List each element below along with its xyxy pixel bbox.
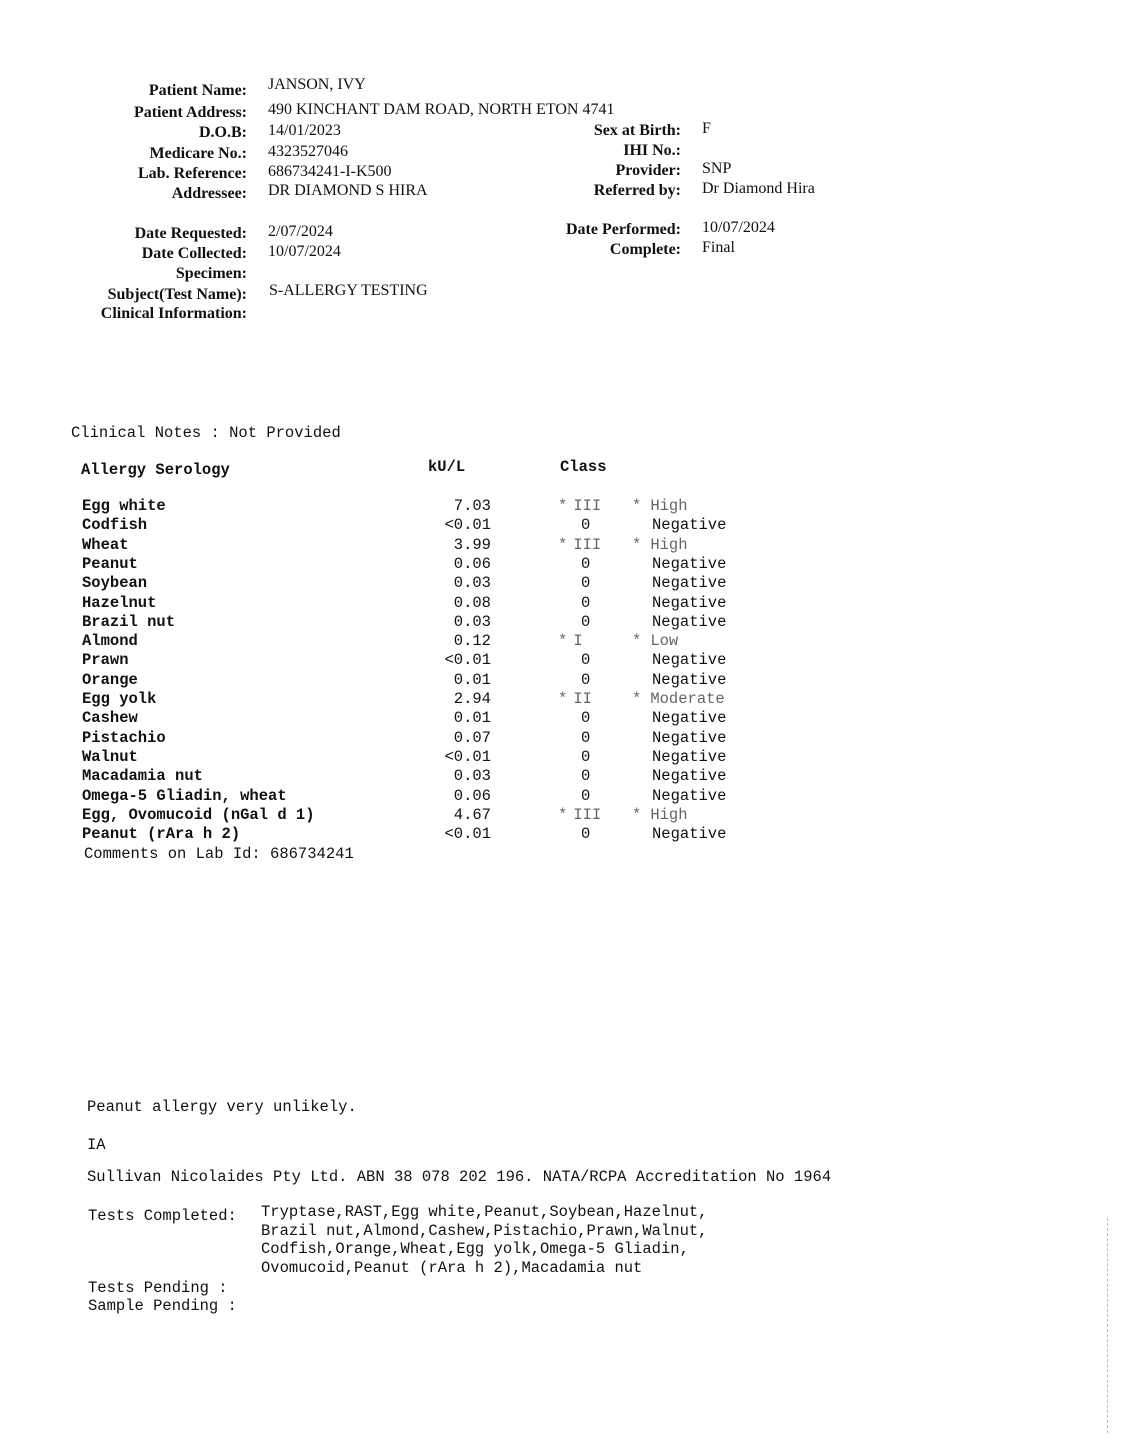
allergen-name: Cashew [82, 709, 138, 727]
lab-reference-value: 686734241-I-K500 [268, 163, 392, 180]
allergen-name: Peanut (rAra h 2) [82, 825, 241, 843]
allergen-interpretation [632, 825, 726, 843]
allergen-name: Soybean [82, 574, 148, 592]
class-value: II [573, 690, 592, 708]
sex-value: F [702, 120, 711, 137]
allergen-class [558, 536, 618, 554]
date-performed-label: Date Performed: [565, 221, 681, 238]
addressee-value: DR DIAMOND S HIRA [268, 182, 428, 199]
class-value: 0 [581, 729, 591, 747]
sex-label: Sex at Birth: [593, 122, 681, 139]
allergen-class [558, 671, 618, 689]
allergen-class [558, 555, 618, 573]
date-collected-value: 10/07/2024 [268, 243, 341, 260]
date-collected-label: Date Collected: [141, 245, 247, 262]
class-value: 0 [581, 748, 591, 766]
allergen-value: 0.07 [453, 729, 491, 747]
lab-reference-label: Lab. Reference: [138, 165, 247, 182]
interpretation-value: Negative [652, 825, 727, 843]
allergen-interpretation [632, 536, 688, 554]
interpretation-value: Negative [652, 594, 727, 612]
allergen-name: Walnut [82, 748, 138, 766]
allergen-class [558, 787, 618, 805]
allergen-class [558, 574, 618, 592]
interpretation-flag: * [632, 632, 642, 650]
allergen-value: 0.03 [453, 613, 491, 631]
medicare-label: Medicare No.: [149, 145, 247, 162]
patient-address-label: Patient Address: [133, 104, 247, 121]
tests-completed-line: Ovomucoid,Peanut (rAra h 2),Macadamia nut [261, 1258, 643, 1277]
lab-accreditation-info: Sullivan Nicolaides Pty Ltd. ABN 38 078 202 196. NATA/RCPA Accreditation No 1964 [87, 1168, 832, 1186]
class-flag: * [558, 806, 568, 824]
allergen-class [558, 594, 618, 612]
complete-label: Complete: [609, 241, 681, 258]
allergen-interpretation [632, 748, 726, 766]
clinical-information-label: Clinical Information: [100, 305, 247, 322]
tests-pending-label: Tests Pending : [88, 1279, 228, 1297]
allergen-value: 0.12 [453, 632, 491, 650]
interpretation-value: High [650, 536, 688, 554]
allergen-value: <0.01 [444, 651, 491, 669]
allergen-name: Peanut [82, 555, 138, 573]
tests-completed-list [261, 1203, 707, 1277]
allergen-value: 0.06 [453, 787, 491, 805]
allergen-class [558, 748, 618, 766]
class-flag: * [558, 536, 568, 554]
allergen-class [558, 497, 618, 515]
allergen-interpretation [632, 632, 678, 650]
interpretation-value: Negative [652, 787, 727, 805]
allergen-value: 0.06 [453, 555, 491, 573]
dob-label: D.O.B: [199, 124, 247, 141]
ihi-label: IHI No.: [623, 142, 681, 159]
class-value: III [573, 536, 602, 554]
class-value: 0 [581, 709, 591, 727]
class-value: III [573, 806, 602, 824]
subject-test-name-value: S-ALLERGY TESTING [269, 282, 428, 299]
allergen-interpretation [632, 671, 726, 689]
patient-name-value: JANSON, IVY [268, 76, 366, 93]
interpretation-value: Negative [652, 748, 727, 766]
table-title: Allergy Serology [81, 461, 230, 479]
allergen-class [558, 516, 618, 534]
patient-address-value: 490 KINCHANT DAM ROAD, NORTH ETON 4741 [268, 101, 615, 118]
class-value: 0 [581, 825, 591, 843]
initials: IA [87, 1136, 106, 1154]
allergen-interpretation [632, 497, 688, 515]
interpretation-value: Negative [652, 651, 727, 669]
allergen-name: Egg, Ovomucoid (nGal d 1) [82, 806, 315, 824]
interpretation-value: Negative [652, 729, 727, 747]
provider-label: Provider: [615, 162, 681, 179]
allergen-class [558, 709, 618, 727]
provider-value: SNP [702, 160, 732, 177]
allergen-interpretation [632, 613, 726, 631]
allergen-value: 7.03 [453, 497, 491, 515]
class-value: 0 [581, 555, 591, 573]
allergen-class [558, 613, 618, 631]
allergen-class [558, 767, 618, 785]
class-value: 0 [581, 767, 591, 785]
allergen-value: 0.08 [453, 594, 491, 612]
allergen-value: 3.99 [453, 536, 491, 554]
allergen-class [558, 651, 618, 669]
class-flag: * [558, 497, 568, 515]
date-requested-label: Date Requested: [134, 225, 247, 242]
page-edge-mark [1107, 1218, 1108, 1433]
allergen-interpretation [632, 594, 726, 612]
class-value: 0 [581, 613, 591, 631]
class-value: 0 [581, 516, 591, 534]
dob-value: 14/01/2023 [268, 122, 341, 139]
subject-test-name-label: Subject(Test Name): [107, 286, 247, 303]
referred-by-value: Dr Diamond Hira [702, 180, 815, 197]
column-header-class: Class [560, 458, 607, 476]
class-value: 0 [581, 594, 591, 612]
allergen-interpretation [632, 516, 726, 534]
allergen-name: Wheat [82, 536, 129, 554]
complete-value: Final [702, 239, 735, 256]
interpretation-value: Negative [652, 574, 727, 592]
allergen-interpretation [632, 651, 726, 669]
allergen-name: Hazelnut [82, 594, 157, 612]
comment-text: Peanut allergy very unlikely. [87, 1098, 357, 1116]
comments-lab-id: Comments on Lab Id: 686734241 [84, 845, 354, 863]
tests-completed-line: Brazil nut,Almond,Cashew,Pistachio,Prawn,Walnut, [261, 1221, 708, 1240]
allergen-name: Prawn [82, 651, 129, 669]
class-flag: * [558, 632, 568, 650]
allergen-class [558, 825, 618, 843]
interpretation-flag: * [632, 690, 642, 708]
allergen-interpretation [632, 729, 726, 747]
class-value: I [573, 632, 583, 650]
interpretation-value: Moderate [650, 690, 725, 708]
allergen-interpretation [632, 806, 688, 824]
date-requested-value: 2/07/2024 [268, 223, 333, 240]
allergen-name: Egg white [82, 497, 166, 515]
interpretation-value: Negative [652, 671, 727, 689]
allergen-name: Codfish [82, 516, 148, 534]
allergen-name: Orange [82, 671, 138, 689]
allergen-value: 4.67 [453, 806, 491, 824]
allergen-value: <0.01 [444, 825, 491, 843]
class-value: 0 [581, 651, 591, 669]
allergen-class [558, 806, 618, 824]
class-value: 0 [581, 787, 591, 805]
medicare-value: 4323527046 [268, 143, 348, 160]
allergen-class [558, 632, 618, 650]
tests-completed-line: Tryptase,RAST,Egg white,Peanut,Soybean,Hazelnut, [261, 1203, 708, 1221]
interpretation-value: Low [650, 632, 679, 650]
class-flag: * [558, 690, 568, 708]
tests-completed-line: Codfish,Orange,Wheat,Egg yolk,Omega-5 Gliadin, [261, 1240, 689, 1258]
allergen-interpretation [632, 767, 726, 785]
specimen-label: Specimen: [175, 265, 247, 282]
patient-name-label: Patient Name: [148, 82, 247, 99]
interpretation-flag: * [632, 497, 642, 515]
class-value: III [573, 497, 602, 515]
allergen-interpretation [632, 709, 726, 727]
allergen-value: 0.01 [453, 709, 491, 727]
interpretation-value: High [650, 806, 688, 824]
referred-by-label: Referred by: [593, 182, 681, 199]
allergen-value: 0.03 [453, 767, 491, 785]
allergen-value: <0.01 [444, 748, 491, 766]
allergen-interpretation [632, 555, 726, 573]
allergen-name: Omega-5 Gliadin, wheat [82, 787, 287, 805]
class-value: 0 [581, 671, 591, 689]
sample-pending-label: Sample Pending : [88, 1297, 237, 1315]
tests-completed-label: Tests Completed: [88, 1207, 237, 1225]
allergen-value: 0.01 [453, 671, 491, 689]
allergen-interpretation [632, 574, 726, 592]
interpretation-value: Negative [652, 709, 727, 727]
column-header-kul: kU/L [428, 458, 466, 476]
interpretation-value: High [650, 497, 688, 515]
allergen-value: 0.03 [453, 574, 491, 592]
interpretation-value: Negative [652, 516, 727, 534]
allergen-interpretation [632, 787, 726, 805]
allergen-name: Almond [82, 632, 138, 650]
interpretation-flag: * [632, 806, 642, 824]
class-value: 0 [581, 574, 591, 592]
interpretation-value: Negative [652, 613, 727, 631]
allergen-name: Brazil nut [82, 613, 176, 631]
allergen-class [558, 729, 618, 747]
clinical-notes: Clinical Notes : Not Provided [71, 424, 341, 442]
allergen-name: Egg yolk [82, 690, 157, 708]
allergen-interpretation [632, 690, 725, 708]
addressee-label: Addressee: [171, 185, 247, 202]
interpretation-value: Negative [652, 555, 727, 573]
interpretation-value: Negative [652, 767, 727, 785]
allergen-value: <0.01 [444, 516, 491, 534]
date-performed-value: 10/07/2024 [702, 219, 775, 236]
allergen-name: Macadamia nut [82, 767, 203, 785]
interpretation-flag: * [632, 536, 642, 554]
allergen-class [558, 690, 618, 708]
allergen-name: Pistachio [82, 729, 166, 747]
allergen-value: 2.94 [453, 690, 491, 708]
